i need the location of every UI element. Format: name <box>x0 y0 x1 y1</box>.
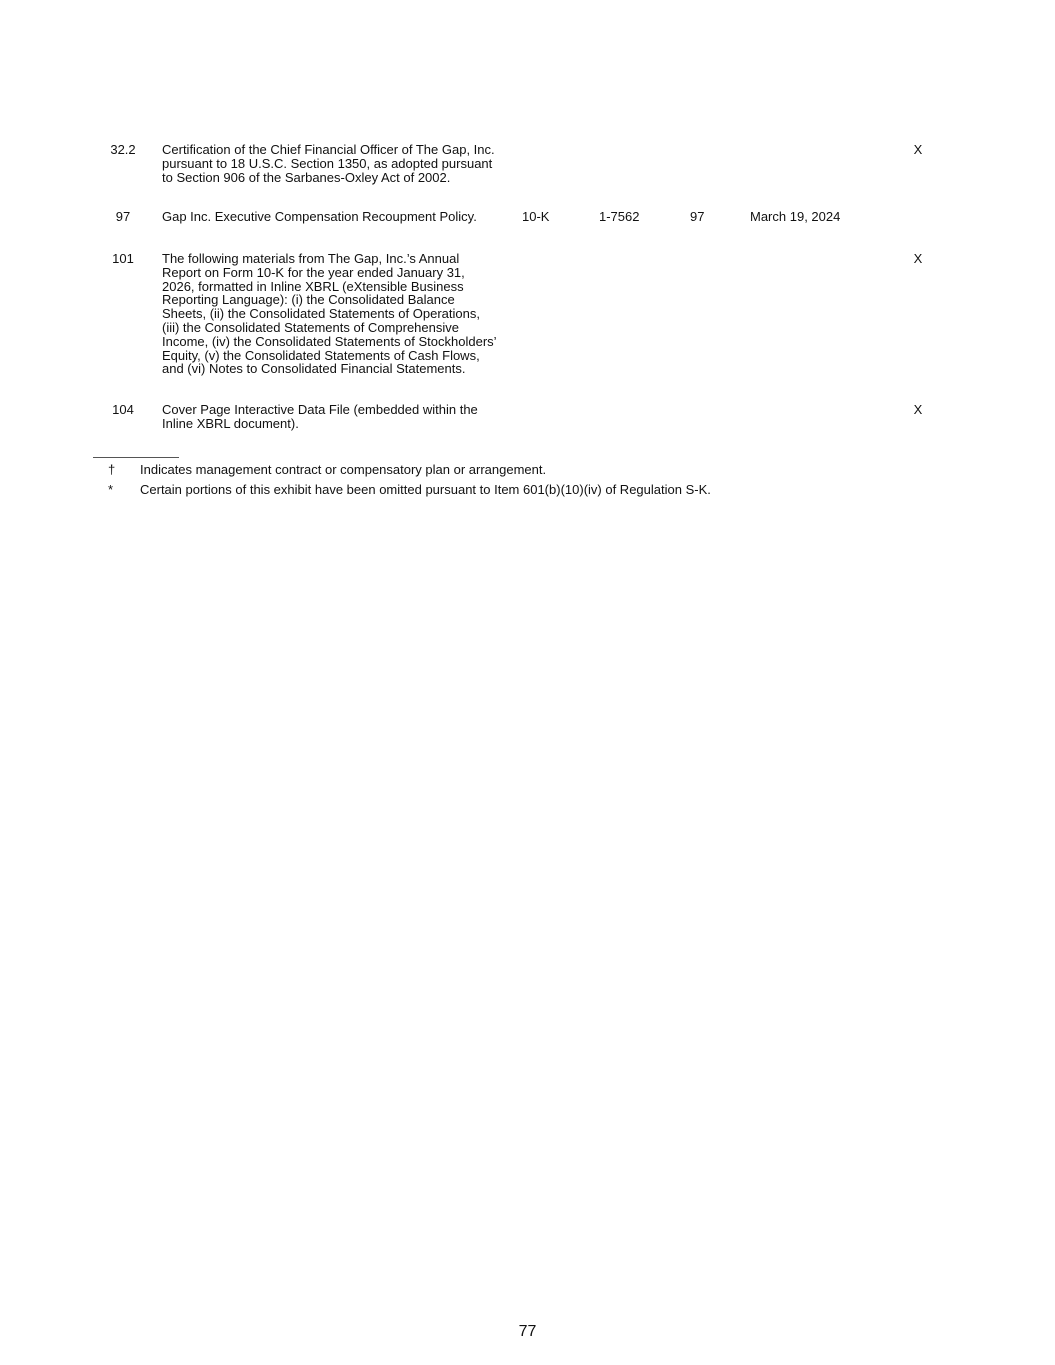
exhibit-description: Certification of the Chief Financial Officer of The Gap, Inc. pursuant to 18 U.S.C. Section 1350, as adopted pursuant to Section 906 of the Sarbanes-Oxley Act of 2002. <box>162 142 495 185</box>
exhibit-filing-date: March 19, 2024 <box>750 209 841 224</box>
exhibit-file-number: 1-7562 <box>599 209 640 224</box>
footnote-symbol: † <box>108 462 116 477</box>
exhibit-number: 32.2 <box>110 142 136 157</box>
filed-herewith-mark: X <box>913 142 923 157</box>
exhibit-reference: 97 <box>690 209 705 224</box>
exhibit-number: 104 <box>112 402 134 417</box>
exhibit-form: 10-K <box>522 209 550 224</box>
footnote-symbol: * <box>108 482 114 497</box>
filed-herewith-mark: X <box>913 251 923 266</box>
footnote-text: Certain portions of this exhibit have been omitted pursuant to Item 601(b)(10)(iv) of Regulation S-K. <box>140 482 711 497</box>
footnote-text: Indicates management contract or compensatory plan or arrangement. <box>140 462 547 477</box>
footnote-divider <box>93 457 179 458</box>
exhibit-number: 97 <box>115 209 131 224</box>
exhibit-description: Cover Page Interactive Data File (embedded within the Inline XBRL document). <box>162 402 478 431</box>
page-number: 77 <box>518 1323 537 1340</box>
exhibit-description: The following materials from The Gap, Inc.’s Annual Report on Form 10-K for the year ended January 31, 2026, formatted in Inline XBRL (eXtensible Business Reporting Language): (i) the Consolidated Balance Sheets, (ii) the Consolidated Statements of Operations, (iii) the Consolidated Statements of Comprehensive Income, (iv) the Consolidated Statements of Stockholders’ Equity, (v) the Consolidated Statements of Cash Flows, and (vi) Notes to Consolidated Financial Statements. <box>162 251 497 377</box>
exhibit-description: Gap Inc. Executive Compensation Recoupment Policy. <box>162 209 477 224</box>
filed-herewith-mark: X <box>913 402 923 417</box>
exhibit-number: 101 <box>112 251 134 266</box>
